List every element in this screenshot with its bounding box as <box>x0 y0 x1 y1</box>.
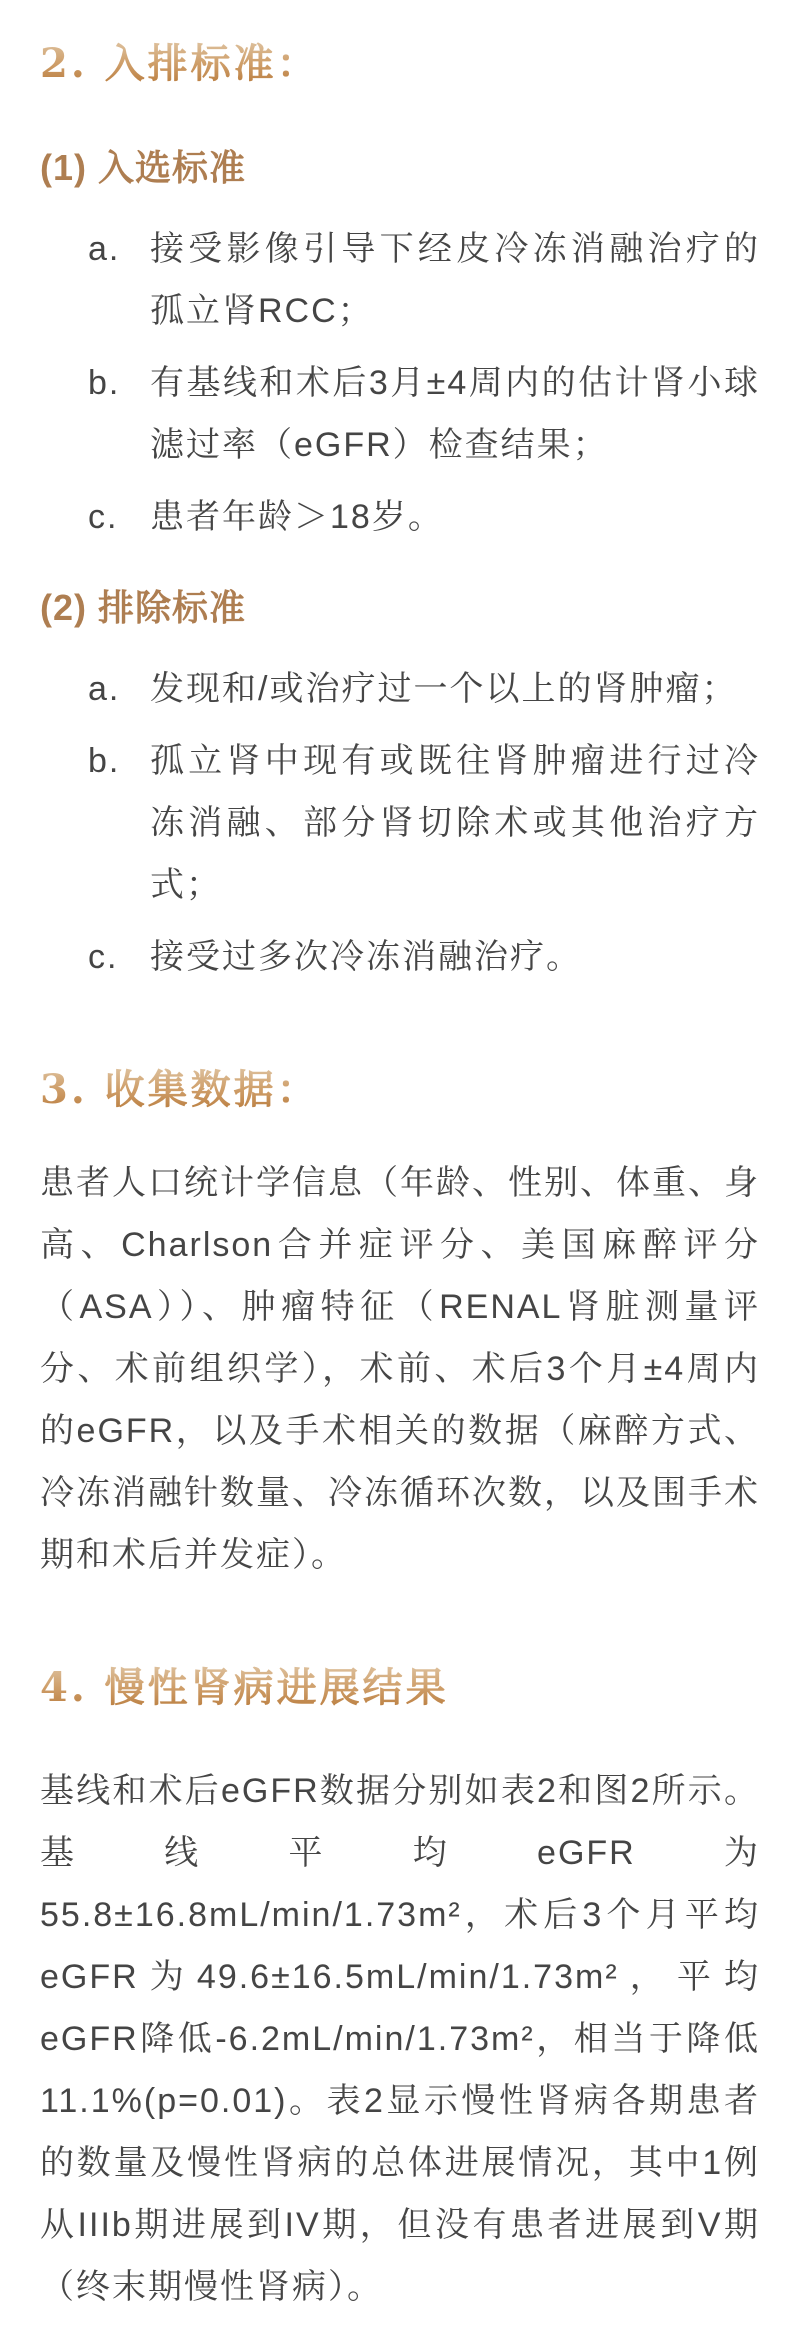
list-item-text: 接受过多次冷冻消融治疗。 <box>150 938 582 976</box>
list-item <box>40 730 760 916</box>
data-collection-paragraph: 患者人口统计学信息（年龄、性别、体重、身高、Charlson合并症评分、美国麻醉评分（ASA））、肿瘤特征（RENAL肾脏测量评分、术前组织学），术前、术后3个月±4周内的eGFR，以及手术相关的数据（麻醉方式、冷冻消融针数量、冷冻循环次数，以及围手术期和术后并发症）。 <box>40 1164 760 1574</box>
inclusion-criteria-list <box>40 218 760 548</box>
list-marker: c. <box>88 938 119 976</box>
list-marker: a. <box>88 670 121 708</box>
subheading-exclusion-criteria: (2) 排除标准 <box>40 587 247 628</box>
list-item <box>40 926 760 988</box>
ckd-progression-paragraph: 基线和术后eGFR数据分别如表2和图2所示。基线平均eGFR为55.8±16.8mL/min/1.73m²，术后3个月平均eGFR为49.6±16.5mL/min/1.73m²，平均eGFR降低-6.2mL/min/1.73m²，相当于降低11.1%(p=0.01)。表2显示慢性肾病各期患者的数量及慢性肾病的总体进展情况，其中1例从IIIb期进展到IV期，但没有患者进展到V期（终末期慢性肾病）。 <box>40 1772 760 2306</box>
subheading-inclusion-criteria: (1) 入选标准 <box>40 147 247 188</box>
list-item-text: 患者年龄＞18岁。 <box>150 498 444 536</box>
list-item-text: 孤立肾中现有或既往肾肿瘤进行过冷冻消融、部分肾切除术或其他治疗方式； <box>150 742 760 904</box>
section-heading-ckd-progression: 4. 慢性肾病进展结果 <box>40 1666 760 1710</box>
section-heading-criteria: 2. 入排标准： <box>40 42 760 86</box>
list-item-text: 有基线和术后3月±4周内的估计肾小球滤过率（eGFR）检查结果； <box>150 364 760 464</box>
list-marker: b. <box>88 364 121 402</box>
list-item-text: 接受影像引导下经皮冷冻消融治疗的孤立肾RCC； <box>150 230 760 330</box>
list-marker: c. <box>88 498 119 536</box>
list-marker: b. <box>88 742 121 780</box>
list-marker: a. <box>88 230 121 268</box>
exclusion-criteria-list <box>40 658 760 988</box>
list-item <box>40 218 760 342</box>
list-item <box>40 352 760 476</box>
section-heading-data-collection: 3. 收集数据： <box>40 1068 760 1112</box>
list-item <box>40 486 760 548</box>
list-item <box>40 658 760 720</box>
list-item-text: 发现和/或治疗过一个以上的肾肿瘤； <box>150 670 738 708</box>
